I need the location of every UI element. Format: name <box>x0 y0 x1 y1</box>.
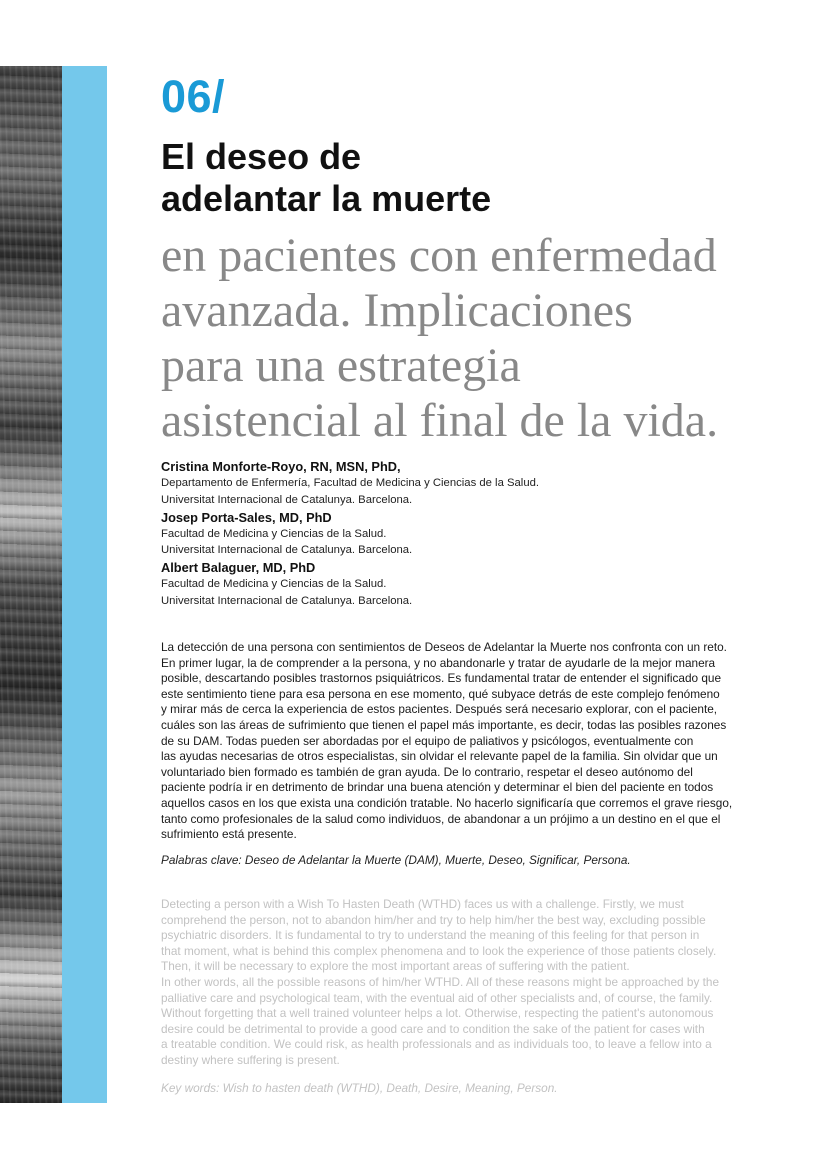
author-affiliation: Universitat Internacional de Catalunya. Barcelona. <box>161 544 413 557</box>
abstract-line: las ayudas necesarias de otros especialistas, sin olvidar el relevante papel de la familia. Sin olvidar que un <box>161 749 718 764</box>
abstract-line: psychiatric disorders. It is fundamental to try to understand the meaning of this feeling for that person in <box>161 928 700 943</box>
abstract-line: posible, descartando posibles trastornos psiquiátricos. Es fundamental tratar de entender el significado que <box>161 671 722 686</box>
abstract-english <box>161 897 776 1069</box>
subtitle-line: en pacientes con enfermedad <box>161 229 717 282</box>
author-affiliation: Universitat Internacional de Catalunya. Barcelona. <box>161 594 413 607</box>
author-name: Albert Balaguer, MD, PhD <box>161 560 316 576</box>
title-line: adelantar la muerte <box>161 178 492 219</box>
abstract-line: comprehend the person, not to abandon him/her and try to help him/her the best way, excluding possible <box>161 912 706 927</box>
abstract-line: Then, it will be necessary to explore the most important areas of suffering with the patient. <box>161 959 630 974</box>
abstract-line: En primer lugar, la de comprender a la persona, y no abandonarle y tratar de ayudarle de la mejor manera <box>161 655 716 670</box>
abstract-line: cuáles son las áreas de sufrimiento que tienen el papel más importante, es decir, todas las posibles razones <box>161 717 727 732</box>
subtitle-line: para una estrategia <box>161 339 521 392</box>
author-affiliation: Facultad de Medicina y Ciencias de la Salud. <box>161 527 387 540</box>
subtitle-line: avanzada. Implicaciones <box>161 284 633 337</box>
abstract-spanish <box>161 640 776 843</box>
abstract-line: palliative care and psychological team, with the eventual aid of other specialists and, of course, the family. <box>161 990 713 1005</box>
article-title <box>161 136 761 220</box>
abstract-line: tanto como profesionales de la salud como individuos, de abandonar a un prójimo a un destino en el que el <box>161 811 721 826</box>
abstract-line: voluntariado bien formado es también de gran ayuda. De lo contrario, respetar el deseo autónomo del <box>161 764 693 779</box>
abstract-line: de su DAM. Todas pueden ser abordadas por el equipo de paliativos y psicólogos, eventualmente con <box>161 733 694 748</box>
abstract-line: desire could be detrimental to provide a good care and to condition the sake of the patient for cases with <box>161 1021 705 1036</box>
keywords-english: Key words: Wish to hasten death (WTHD), Death, Desire, Meaning, Person. <box>161 1081 558 1095</box>
author-list <box>161 458 781 610</box>
abstract-line: a treatable condition. We could risk, as health professionals and as individuals too, to leave a fellow into a <box>161 1037 712 1052</box>
abstract-line: Without forgetting that a well trained volunteer helps a lot. Otherwise, respecting the patient's autonomous <box>161 1006 714 1021</box>
abstract-line: that moment, what is behind this complex phenomena and to look the experience of those patients closely. <box>161 943 717 958</box>
author-name: Cristina Monforte-Royo, RN, MSN, PhD, <box>161 459 401 474</box>
author-affiliation: Universitat Internacional de Catalunya. Barcelona. <box>161 493 413 506</box>
abstract-line: y mirar más de cerca la experiencia de estos pacientes. Después será necesario explorar, con el paciente, <box>161 702 718 717</box>
author-affiliation: Facultad de Medicina y Ciencias de la Salud. <box>161 578 387 591</box>
abstract-line: La detección de una persona con sentimientos de Deseos de Adelantar la Muerte nos confronta con un reto. <box>161 640 727 654</box>
subtitle-line: asistencial al final de la vida. <box>161 394 719 447</box>
keywords-spanish: Palabras clave: Deseo de Adelantar la Muerte (DAM), Muerte, Deseo, Significar, Persona. <box>161 853 631 867</box>
abstract-line: destiny where suffering is present. <box>161 1052 340 1067</box>
abstract-line: Detecting a person with a Wish To Hasten Death (WTHD) faces us with a challenge. Firstly, we must <box>161 897 684 911</box>
cover-photo-strip <box>0 66 62 1103</box>
abstract-line: aquellos casos en los que exista una condición tratable. No hacerlo significaría que corremos el grave riesgo, <box>161 795 733 810</box>
section-number: 06/ <box>161 71 226 122</box>
abstract-line: paciente podría ir en detrimento de brindar una buena atención y determinar el bien del paciente en todos <box>161 780 714 795</box>
abstract-line: este sentimiento tiene para esa persona en ese momento, qué subyace detrás de este complejo fenómeno <box>161 686 720 701</box>
accent-bar <box>62 66 107 1103</box>
article-subtitle <box>161 228 801 448</box>
author-name: Josep Porta-Sales, MD, PhD <box>161 509 332 525</box>
author-affiliation: Departamento de Enfermería, Facultad de Medicina y Ciencias de la Salud. <box>161 477 540 489</box>
title-line: El deseo de <box>161 136 362 177</box>
abstract-line: sufrimiento está presente. <box>161 827 297 842</box>
abstract-line: In other words, all the possible reasons of him/her WTHD. All of these reasons might be approached by the <box>161 974 720 989</box>
